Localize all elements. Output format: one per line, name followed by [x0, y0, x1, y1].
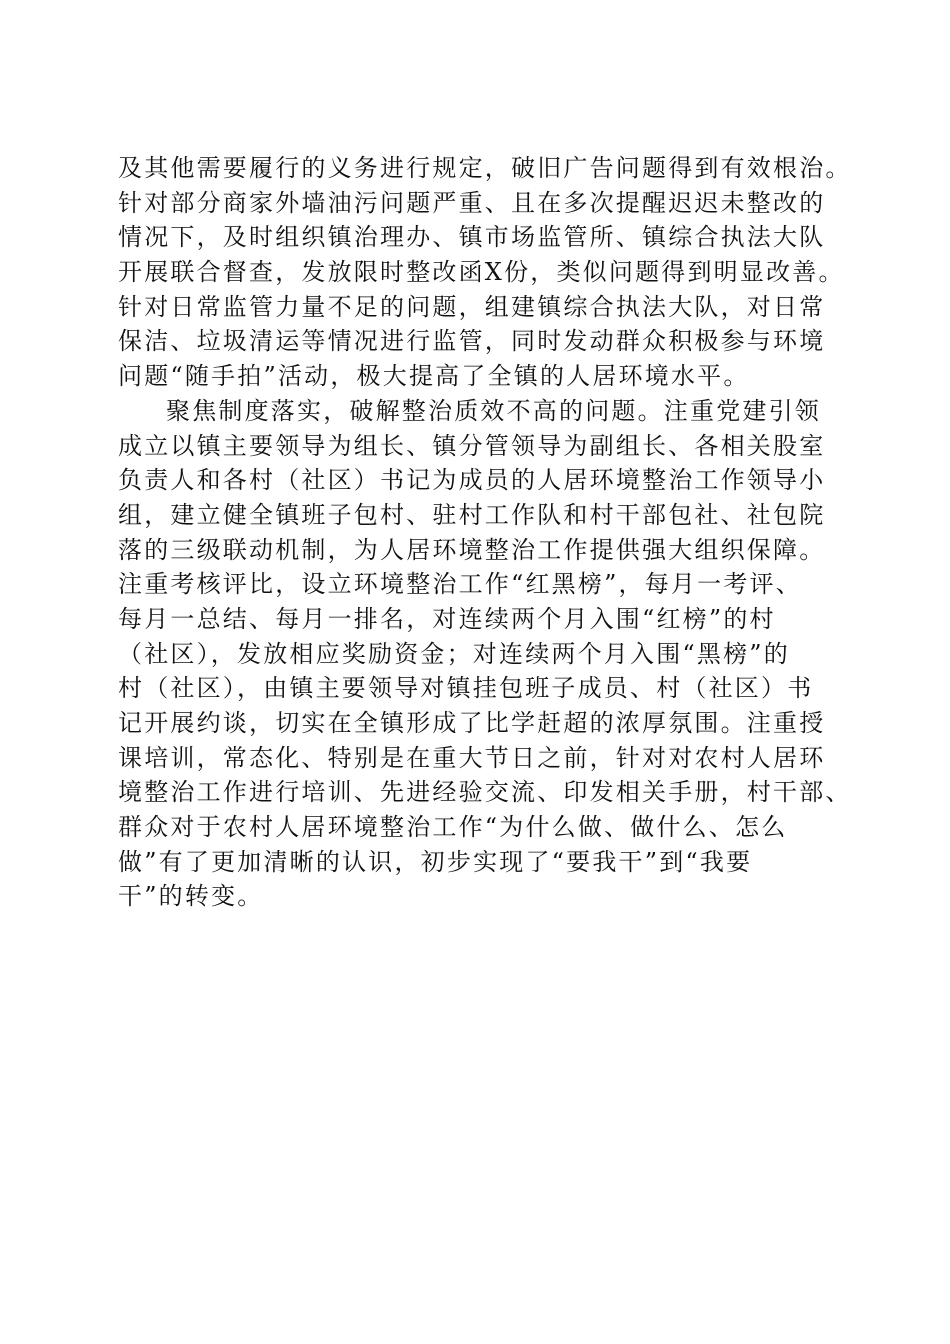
text-line: 每月一总结、每月一排名，对连续两个月入围“红榜”的村 [118, 604, 776, 633]
text-line: 组，建立健全镇班子包村、驻村工作队和村干部包社、社包院 [118, 500, 826, 529]
text-line: 针对日常监管力量不足的问题，组建镇综合执法大队，对日常 [118, 292, 826, 321]
text-line: 课培训，常态化、特别是在重大节日之前，针对对农村人居环 [118, 743, 826, 772]
paragraph-1 [118, 151, 852, 394]
text-line: 及其他需要履行的义务进行规定，破旧广告问题得到有效根治。 [118, 154, 852, 182]
text-line: 保洁、垃圾清运等情况进行监管，同时发动群众积极参与环境 [118, 327, 826, 356]
text-line: 针对部分商家外墙油污问题严重、且在多次提醒迟迟未整改的 [118, 188, 826, 217]
text-line: 干”的转变。 [118, 882, 264, 911]
text-line: 负责人和各村（社区）书记为成员的人居环境整治工作领导小 [118, 466, 826, 495]
text-line: 记开展约谈，切实在全镇形成了比学赶超的浓厚氛围。注重授 [118, 709, 826, 737]
text-line: 做”有了更加清晰的认识，初步实现了“要我干”到“我要 [118, 847, 753, 876]
text-line: （社区），发放相应奖励资金；对连续两个月入围“黑榜”的 [118, 639, 790, 668]
text-line: 成立以镇主要领导为组长、镇分管领导为副组长、各相关股室 [118, 431, 826, 460]
text-line: 开展联合督查，发放限时整改函X份，类似问题得到明显改善。 [118, 258, 845, 287]
text-line: 情况下，及时组织镇治理办、镇市场监管所、镇综合执法大队 [118, 223, 826, 252]
text-line: 问题“随手拍”活动，极大提高了全镇的人居环境水平。 [118, 362, 750, 391]
text-line: 注重考核评比，设立环境整治工作“红黑榜”，每月一考评、 [118, 570, 802, 599]
text-line: 落的三级联动机制，为人居环境整治工作提供强大组织保障。 [118, 535, 826, 564]
text-line: 群众对于农村人居环境整治工作“为什么做、做什么、怎么 [118, 813, 788, 842]
paragraph-2 [118, 394, 852, 914]
text-line: 聚焦制度落实，破解整治质效不高的问题。注重党建引领 [166, 396, 821, 425]
text-line: 境整治工作进行培训、先进经验交流、印发相关手册，村干部、 [118, 778, 852, 807]
text-line: 村（社区），由镇主要领导对镇挂包班子成员、村（社区）书 [118, 674, 814, 703]
document-body [118, 151, 852, 914]
